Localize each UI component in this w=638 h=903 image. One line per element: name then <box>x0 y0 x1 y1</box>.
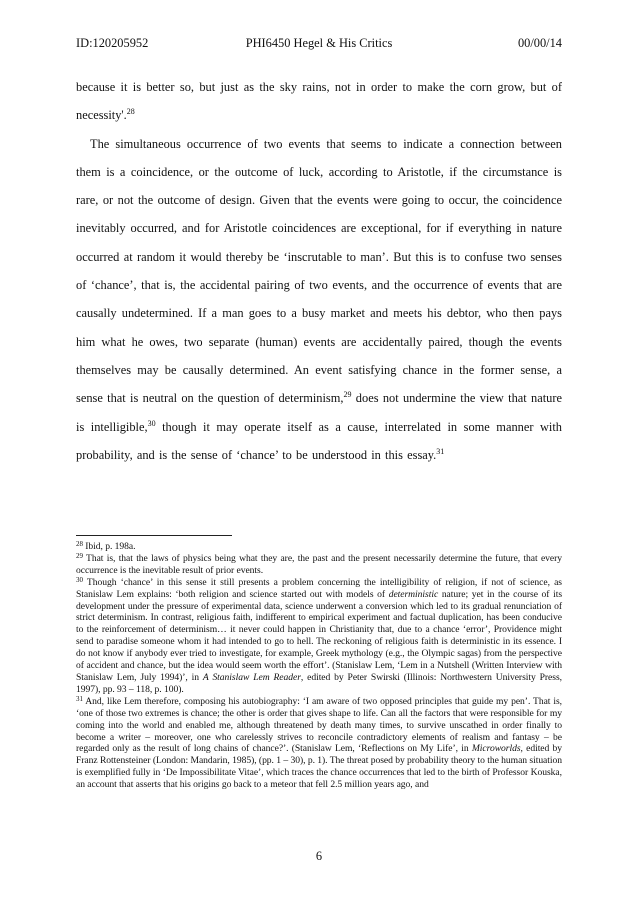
paragraph-text: The simultaneous occurrence of two events that seems to indicate a connection between them is a coincidence, or the outcome of luck, according to Aristotle, if the circumstance is rare, or not the outcome of design. Given that the events were going to occur, the coincidence inevitably occurred, and for Aristotle coincidences are exceptional, for if everything in nature occurred at random it would thereby be ‘inscrutable to man’. But this is to confuse two senses of ‘chance’, that is, the accidental pairing of two events, and the occurrence of events that are causally undetermined. If a man goes to a busy market and meets his debtor, who then pays him what he owes, two separate (human) events are accidentally paired, though the events themselves may be causally determined. An event satisfying chance in the former sense, a sense that is neutral on the question of determinism, <box>76 136 562 406</box>
course-title: PHI6450 Hegel & His Critics <box>245 36 393 50</box>
footnote-31 <box>76 696 562 791</box>
footnote-28 <box>76 541 562 553</box>
paragraph-text: does not undermine the view that nature is intelligible, <box>76 391 562 434</box>
footnote-ref-30[interactable]: 30 <box>147 418 156 428</box>
paragraph-text: though it may operate itself as a cause, interrelated in some manner with probability, and is the sense of ‘chance’ to be understood in this essay. <box>76 419 563 462</box>
footnote-ref-28[interactable]: 28 <box>126 107 135 117</box>
footnote-number: 30 <box>76 575 83 584</box>
footnote-emphasis: deterministic <box>388 588 439 600</box>
footnote-text: nature; yet in the course of its development under the pressure of experimental data, science underwent a conversion which led to its gradual renunciation of strict determinism. In contrast, religious faith, indifferent to empirical experiment and factual duplication, has been conducive to the reinforcement of determinism… it never could happen in Christianity that, due to a chance ‘error’, Providence might send to paradise someone whom it had intended to go to hell. The reckoning of religious faith is deterministic in its essence. I do not know if anybody ever tried to investigate, for example, Greek mythology (e.g., the Olympic sagas) from the perspective of accident and chance, but the idea would seem worth the effort’. (Stanislaw Lem, ‘Lem in a Nutshell (Written Interview with Stanislaw Lem, July 1994)’, in <box>76 588 563 683</box>
footnote-text: Ibid, p. 198a. <box>82 541 136 552</box>
footnotes <box>76 541 562 791</box>
footnote-number: 29 <box>76 551 83 560</box>
footnote-30 <box>76 577 562 696</box>
header-date: 00/00/14 <box>517 36 562 50</box>
paragraph-chance <box>76 130 562 470</box>
footnote-29 <box>76 553 562 577</box>
student-id: ID:120205952 <box>76 36 149 50</box>
page-header <box>76 36 562 52</box>
paragraph-text: because it is better so, but just as the sky rains, not in order to make the corn grow, but of necessity'. <box>76 80 562 123</box>
footnote-ref-31[interactable]: 31 <box>436 446 445 456</box>
paragraph-continued <box>76 73 562 130</box>
body-text <box>76 73 562 469</box>
footnote-number: 28 <box>76 540 83 548</box>
footnote-number: 31 <box>76 694 83 703</box>
footnote-text: That is, that the laws of physics being what they are, the past and the present necessarily determine the future, that every occurrence is the inevitable result of prior events. <box>76 552 562 576</box>
page-number: 6 <box>315 849 323 863</box>
footnote-text: Though ‘chance’ in this sense it still presents a problem concerning the intelligibility of religion, if not of science, as Stanislaw Lem explains: ‘both religion and science started out with models of <box>76 576 562 600</box>
book-title: Microworlds <box>471 743 521 755</box>
book-title: A Stanislaw Lem Reader <box>202 671 301 683</box>
footnote-text: And, like Lem therefore, composing his autobiography: ‘I am aware of two opposed principles that guide my pen’. That is, ‘one of those two extremes is chance; the other is order that gives shape to life. Can all the factors that were responsible for my coming into the world and enabled me, although threatened by death many times, to survive unscathed in order finally to become a writer – moreover, one who carelessly strives to reconcile contradictory elements of realism and fantasy – be regarded only as the result of long chains of chance?’. (Stanislaw Lem, ‘Reflections on My Life’, in <box>76 695 562 755</box>
footnote-text: , edited by Franz Rottensteiner (London: Mandarin, 1985), (pp. 1 – 30), p. 1). The threat posed by probability theory to the human situation is exemplified fully in ‘De Impossibilitate Vitae’, which traces the chance occurrences that led to the birth of Professor Kouska, an account that asserts that his origins go back to a meteor that fell 2.5 million years ago, and <box>76 743 562 791</box>
footnote-text: , edited by Peter Swirski (Illinois: Northwestern University Press, 1997), pp. 93 – 118, p. 100). <box>76 671 562 695</box>
footnote-separator <box>76 535 232 536</box>
footnote-ref-29[interactable]: 29 <box>343 390 352 400</box>
